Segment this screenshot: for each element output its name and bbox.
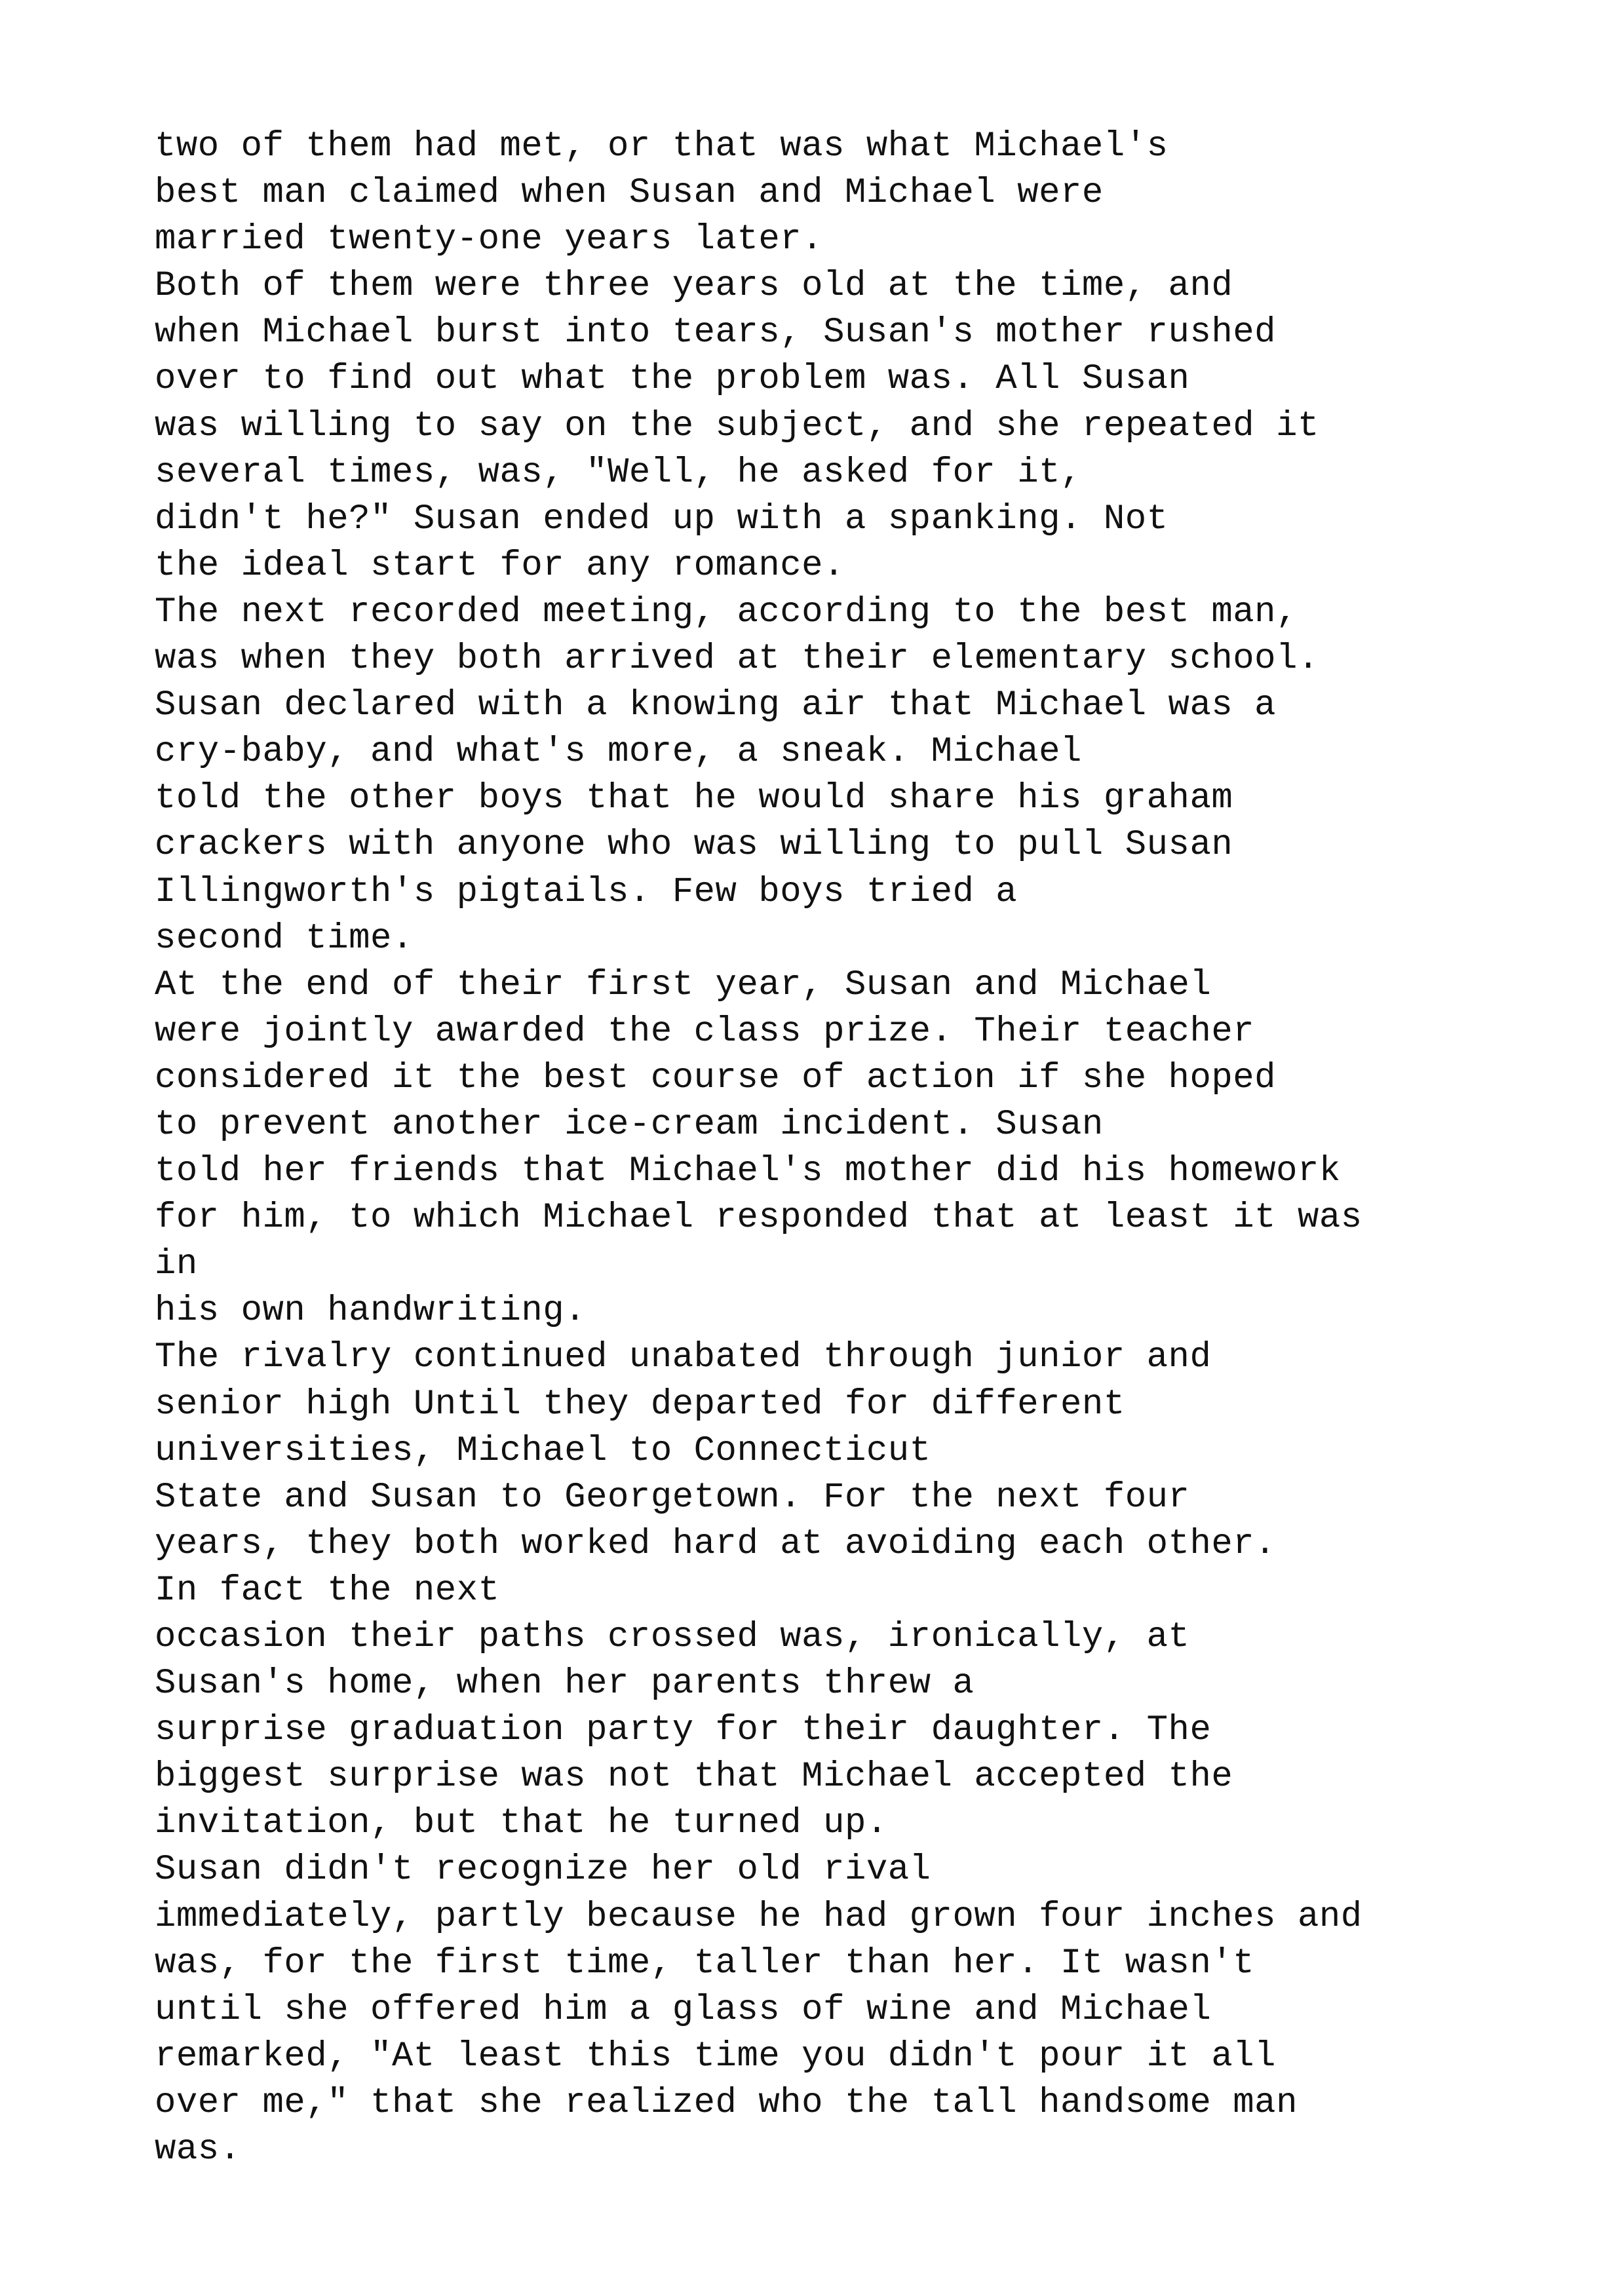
text-line: The rivalry continued unabated through junior and xyxy=(155,1337,1212,1378)
text-line: told her friends that Michael's mother did his homework xyxy=(155,1151,1341,1192)
text-line: were jointly awarded the class prize. Their teacher xyxy=(155,1011,1255,1052)
text-line: senior high Until they departed for different xyxy=(155,1384,1125,1425)
text-line: several times, was, "Well, he asked for it, xyxy=(155,452,1082,493)
text-line: Susan's home, when her parents threw a xyxy=(155,1664,975,1704)
text-line: remarked, "At least this time you didn't pour it all xyxy=(155,2036,1277,2076)
text-line: his own handwriting. xyxy=(155,1291,587,1331)
text-line: years, they both worked hard at avoiding each other. xyxy=(155,1523,1277,1564)
text-line: biggest surprise was not that Michael accepted the xyxy=(155,1757,1233,1797)
text-line: invitation, but that he turned up. xyxy=(155,1803,888,1844)
text-line: second time. xyxy=(155,918,414,959)
text-line: the ideal start for any romance. xyxy=(155,545,845,586)
text-line: was. xyxy=(155,2130,241,2170)
text-line: was when they both arrived at their elementary school. xyxy=(155,639,1319,679)
text-line: was willing to say on the subject, and she repeated it xyxy=(155,406,1319,446)
body-text xyxy=(155,123,1583,2173)
text-line: occasion their paths crossed was, ironically, at xyxy=(155,1617,1190,1657)
text-line: told the other boys that he would share his graham xyxy=(155,778,1233,819)
text-line: considered it the best course of action if she hoped xyxy=(155,1058,1277,1098)
text-line: over me," that she realized who the tall handsome man xyxy=(155,2082,1298,2123)
text-line: over to find out what the problem was. All Susan xyxy=(155,359,1190,400)
text-line: The next recorded meeting, according to the best man, xyxy=(155,592,1298,632)
text-line: surprise graduation party for their daughter. The xyxy=(155,1710,1212,1751)
text-line: Illingworth's pigtails. Few boys tried a xyxy=(155,871,1018,912)
text-line: for him, to which Michael responded that at least it was xyxy=(155,1198,1362,1238)
text-line: in xyxy=(155,1244,198,1285)
text-line: two of them had met, or that was what Michael's xyxy=(155,126,1168,166)
text-line: best man claimed when Susan and Michael were xyxy=(155,173,1104,214)
text-line: Susan declared with a knowing air that Michael was a xyxy=(155,685,1277,726)
text-line: married twenty-one years later. xyxy=(155,220,824,260)
text-line: immediately, partly because he had grown four inches and xyxy=(155,1896,1362,1937)
text-line: was, for the first time, taller than her. It wasn't xyxy=(155,1943,1255,1983)
text-line: to prevent another ice-cream incident. Susan xyxy=(155,1104,1104,1145)
text-line: until she offered him a glass of wine and Michael xyxy=(155,1989,1212,2030)
text-line: cry-baby, and what's more, a sneak. Michael xyxy=(155,732,1082,773)
text-line: State and Susan to Georgetown. For the next four xyxy=(155,1477,1190,1518)
text-line: didn't he?" Susan ended up with a spanking. Not xyxy=(155,499,1168,539)
text-line: when Michael burst into tears, Susan's mother rushed xyxy=(155,313,1277,353)
text-line: In fact the next xyxy=(155,1570,500,1611)
text-line: Both of them were three years old at the time, and xyxy=(155,266,1233,307)
text-line: universities, Michael to Connecticut xyxy=(155,1430,931,1471)
text-line: Susan didn't recognize her old rival xyxy=(155,1850,931,1890)
text-line: At the end of their first year, Susan and Michael xyxy=(155,965,1212,1005)
text-line: crackers with anyone who was willing to pull Susan xyxy=(155,825,1233,866)
